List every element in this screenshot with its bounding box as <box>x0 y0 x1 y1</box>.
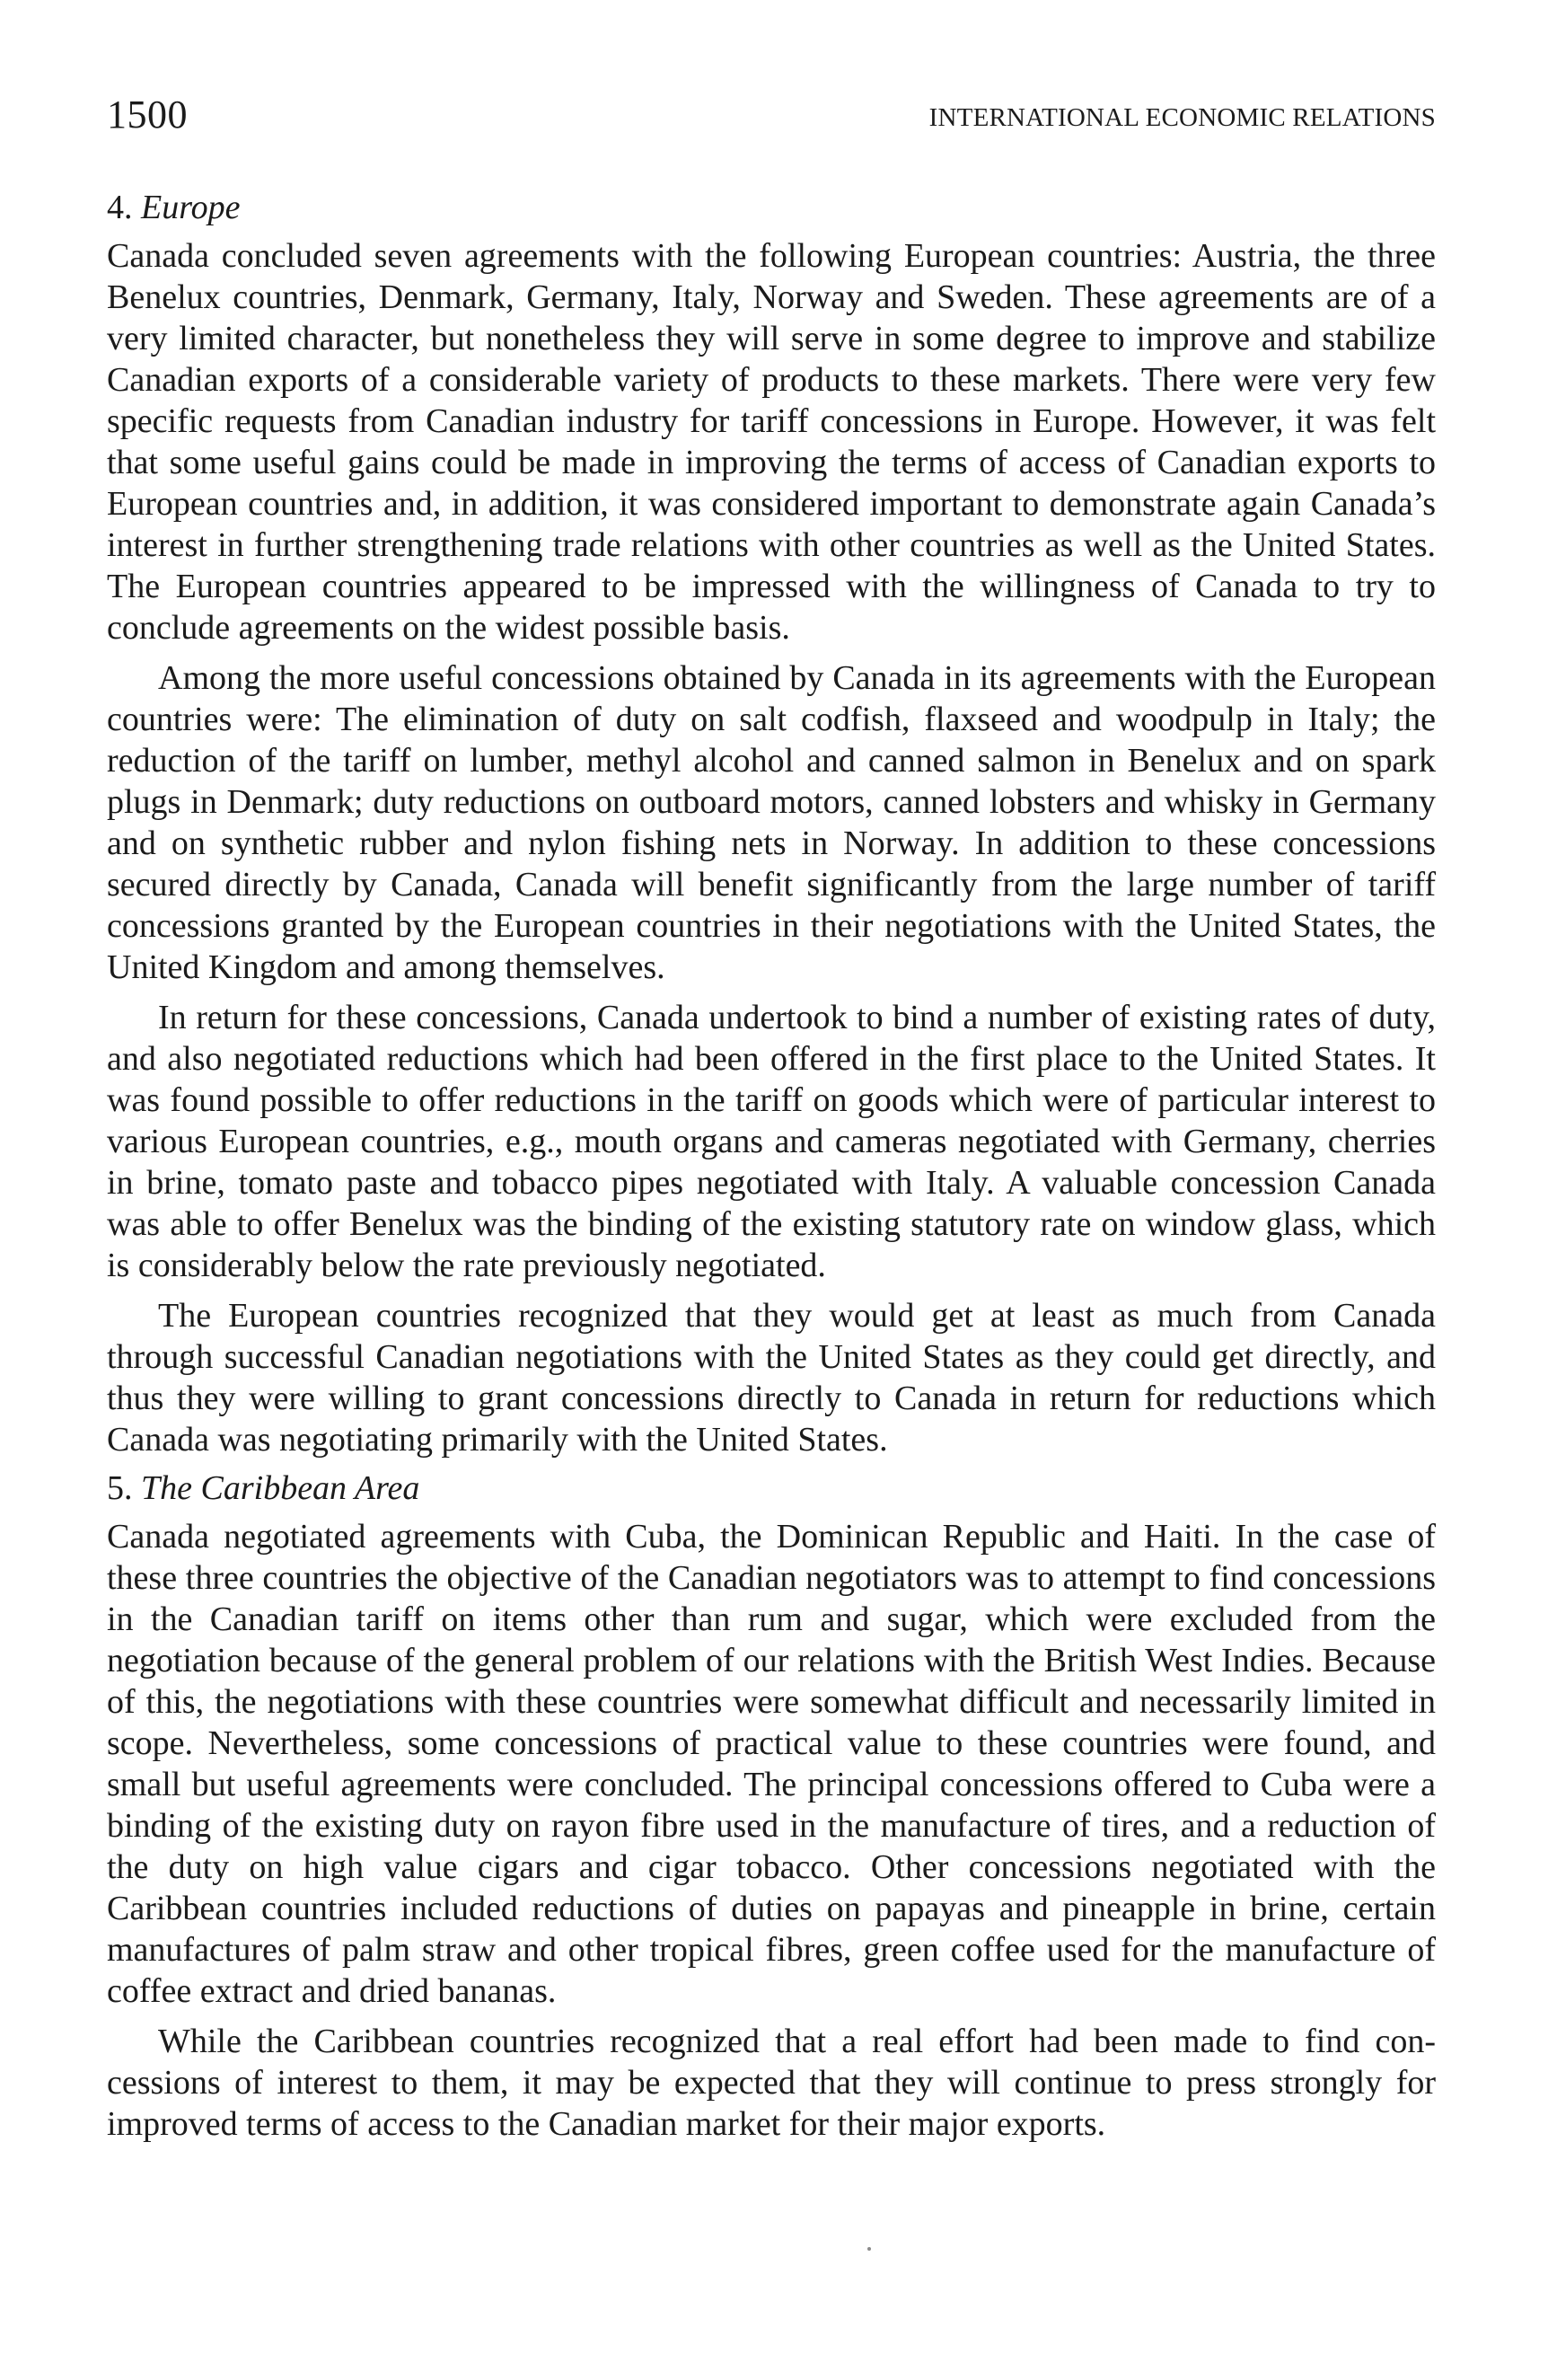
section-heading <box>107 187 1436 228</box>
paragraph: Canada negotiated agreements with Cuba, the Dominican Republic and Haiti. In the case of these three countries the objective of the Canadian negotiators was to attempt to find concessions in the Canadian tariff on items other than rum and sugar, which were excluded from the negotiation because of the general problem of our relations with the British West Indies. Because of this, the negotiations with these countries were somewhat difficult and necessarily limited in scope. Nevertheless, some concessions of practical value to these countries were found, and small but useful agreements were concluded. The principal concessions offered to Cuba were a binding of the existing duty on rayon fibre used in the manufacture of tires, and a reduction of the duty on high value cigars and cigar tobacco. Other concessions negotiated with the Caribbean countries included reductions of duties on papayas and pineapple in brine, certain manufactures of palm straw and other tropical fibres, green coffee used for the manufacture of coffee extract and dried bananas. <box>107 1518 1436 2010</box>
running-title: INTERNATIONAL ECONOMIC RELATIONS <box>928 103 1436 132</box>
paragraph: While the Caribbean countries recognized that a real effort had been made to find concessions of interest to them, it may be expected that they will continue to press strongly for improved terms of access to the Canadian market for their major exports. <box>107 2023 1436 2143</box>
section-heading <box>107 1468 1436 1509</box>
running-header <box>107 88 1436 142</box>
paragraph: In return for these concessions, Canada undertook to bind a number of existing rates of duty, and also negotiated reductions which had been offered in the first place to the United States. It was found possible to offer reductions in the tariff on goods which were of particular interest to various European countries, e.g., mouth organs and cameras negotiated with Germany, cherries in brine, tomato paste and tobacco pipes negotiated with Italy. A valuable concession Canada was able to offer Benelux was the binding of the existing statutory rate on window glass, which is considerably below the rate previously negotiated. <box>107 999 1436 1284</box>
paragraph: Among the more useful concessions obtained by Canada in its agreements with the European countries were: The elimination of duty on salt codfish, flaxseed and woodpulp in Italy; the reduction of the tariff on lumber, methyl alcohol and canned salmon in Benelux and on spark plugs in Denmark; duty reductions on outboard motors, canned lobsters and whisky in Germany and on synthetic rubber and nylon fishing nets in Norway. In addition to these concessions secured directly by Canada, Canada will benefit significantly from the large number of tariff concessions granted by the European countries in their negotiations with the United States, the United Kingdom and among themselves. <box>107 659 1436 986</box>
section-europe <box>107 187 1436 1460</box>
section-title: Europe <box>141 189 241 226</box>
scan-speck <box>867 2247 871 2251</box>
page-content <box>107 187 1436 2154</box>
paragraph: The European countries recognized that they would get at least as much from Canada through successful Canadian negotiations with the United States as they could get directly, and thus they were willing to grant concessions directly to Canada in return for reductions which Canada was negotiating primarily with the United States. <box>107 1297 1436 1459</box>
page-number: 1500 <box>107 93 188 137</box>
paragraph: Canada concluded seven agreements with the following European countries: Austria, the three Benelux countries, Denmark, Germany, Italy, Norway and Sweden. These agreements are of a very limited character, but nonetheless they will serve in some degree to improve and stabilize Canadian exports of a considerable variety of products to these markets. There were very few specific requests from Canadian industry for tariff concessions in Europe. However, it was felt that some useful gains could be made in improving the terms of access of Canadian exports to European countries and, in addition, it was considered important to demonstrate again Canada’s interest in further strengthening trade relations with other countries as well as the United States. The European countries appeared to be impressed with the willingness of Canada to try to conclude agreements on the widest possible basis. <box>107 237 1436 647</box>
section-number: 4. <box>107 189 133 226</box>
section-title: The Caribbean Area <box>141 1469 420 1507</box>
section-number: 5. <box>107 1469 133 1507</box>
section-caribbean-area <box>107 1468 1436 2145</box>
